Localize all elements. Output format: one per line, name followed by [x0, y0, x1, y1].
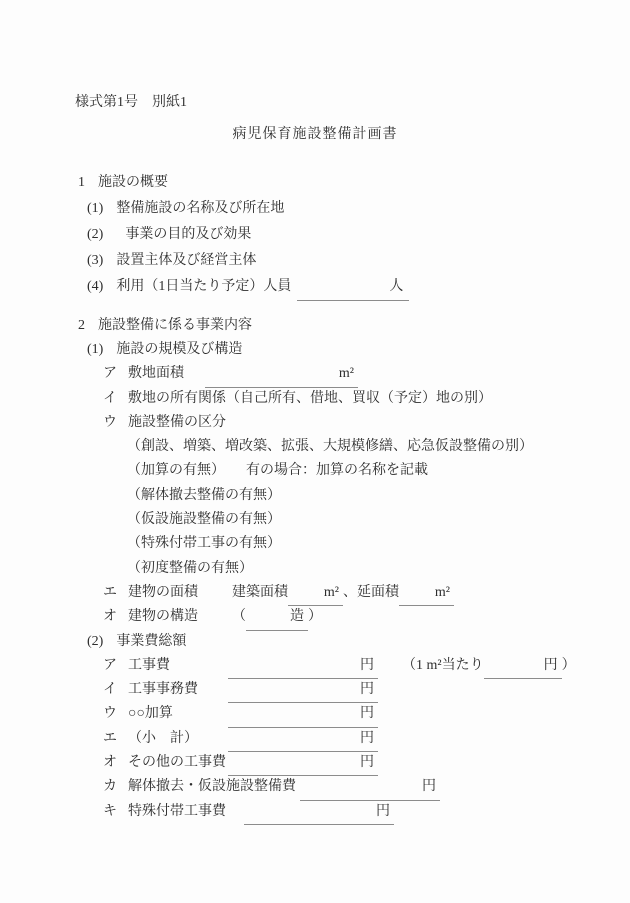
s2-sub1-text: 施設の規模及び構造: [116, 342, 243, 357]
cost-other-kana: オ: [103, 755, 117, 771]
category-note-6: （初度整備の有無）: [127, 560, 253, 576]
per-sqm-close: ）: [561, 657, 576, 673]
structure-paren-close: ）: [308, 609, 322, 625]
cost-row-demolition: [0, 775, 630, 799]
s2-sub2-number: (2): [87, 633, 104, 649]
cost-construction-label: 工事費: [128, 657, 170, 673]
s1-item-2-number: (2): [87, 227, 104, 242]
cost-subtotal-blank-field: [228, 727, 378, 752]
cost-construction-unit: 円: [360, 657, 374, 673]
cost-special-unit: 円: [376, 803, 390, 819]
cost-addition-unit: 円: [360, 706, 374, 722]
cost-special-label: 特殊付帯工事費: [128, 803, 226, 819]
building-area-kana: エ: [103, 584, 117, 600]
building-footprint-unit: m²: [323, 584, 339, 600]
section2-title: 施設整備に係る事業内容: [98, 318, 252, 333]
ownership-kana: イ: [103, 390, 117, 406]
cost-row-other: [0, 751, 630, 775]
floor-area-label: 延面積: [357, 584, 399, 600]
cost-special-kana: キ: [103, 803, 117, 819]
section1-title: 施設の概要: [98, 175, 168, 190]
building-footprint-blank-field: [288, 581, 343, 606]
s1-item-2: [0, 222, 630, 248]
category-note-2: （加算の有無） 有の場合：加算の名称を記載: [127, 463, 428, 479]
s1-item-3: [0, 248, 630, 274]
building-footprint-label: 建築面積: [232, 584, 288, 600]
structure-blank-field: [246, 605, 308, 630]
cost-subtotal-kana: エ: [103, 730, 117, 746]
structure-unit: 造: [290, 609, 304, 625]
cost-addition-kana: ウ: [103, 706, 117, 722]
cost-row-special: [0, 800, 630, 824]
section2-heading: [0, 313, 630, 338]
s2-sub2-text: 事業費総額: [116, 633, 187, 649]
s1-item-2-text: 事業の目的及び効果: [125, 227, 252, 242]
s1-item-3-text: 設置主体及び経営主体: [116, 253, 257, 268]
cost-row-office: [0, 678, 630, 702]
cost-demolition-unit: 円: [422, 779, 436, 795]
site-area-kana: ア: [103, 366, 117, 382]
category-note-3: （解体撤去整備の有無）: [127, 487, 281, 503]
structure-label: 建物の構造: [128, 609, 198, 625]
cost-row-construction: [0, 654, 630, 678]
category-label: 施設整備の区分: [128, 414, 226, 430]
site-area-unit: m²: [338, 366, 354, 382]
floor-area-blank-field: [399, 581, 454, 606]
s1-item-4-text: 利用（1日当たり予定）人員: [116, 279, 292, 294]
floor-area-unit: m²: [434, 584, 450, 600]
cost-row-subtotal: [0, 727, 630, 751]
cost-demolition-blank-field: [300, 775, 440, 800]
cost-office-blank-field: [228, 678, 378, 703]
s1-item-1: [0, 196, 630, 222]
s2-sub1-number: (1): [87, 342, 104, 357]
ownership-label: 敷地の所有関係（自己所有、借地、買収（予定）地の別）: [128, 390, 492, 406]
cost-office-label: 工事事務費: [128, 682, 198, 698]
s1-item-4: [0, 274, 630, 300]
category-note-4: （仮設施設整備の有無）: [127, 512, 281, 528]
cost-special-blank-field: [244, 800, 394, 825]
category-note-1: （創設、増築、増改築、拡張、大規模修繕、応急仮設整備の別）: [127, 439, 533, 455]
cost-addition-blank-field: [228, 702, 378, 727]
s1-item-1-number: (1): [87, 201, 104, 216]
ownership-row: [0, 387, 630, 411]
section2-number: 2: [78, 318, 85, 333]
site-area-label: 敷地面積: [128, 366, 184, 382]
cost-other-unit: 円: [360, 755, 374, 771]
per-sqm-blank-field: [484, 654, 562, 679]
cost-subtotal-unit: 円: [360, 730, 374, 746]
cost-row-addition: [0, 702, 630, 726]
cost-demolition-label: 解体撤去・仮設施設整備費: [128, 779, 296, 795]
site-area-row: [0, 362, 630, 386]
persons-blank-field: [297, 274, 409, 301]
cost-office-unit: 円: [360, 682, 374, 698]
s1-item-4-number: (4): [87, 279, 104, 294]
cost-construction-kana: ア: [103, 657, 117, 673]
cost-office-kana: イ: [103, 682, 117, 698]
cost-construction-blank-field: [228, 654, 378, 679]
building-area-row: [0, 581, 630, 605]
cost-subtotal-label: （小 計）: [128, 730, 198, 746]
structure-row: [0, 605, 630, 629]
cost-demolition-kana: カ: [103, 779, 117, 795]
s1-item-3-number: (3): [87, 253, 104, 268]
cost-other-label: その他の工事費: [128, 755, 226, 771]
s2-sub2-heading: [0, 630, 630, 654]
building-area-label: 建物の面積: [128, 584, 198, 600]
section1-number: 1: [78, 175, 85, 190]
document-title: 病児保育施設整備計画書: [232, 127, 398, 142]
persons-unit: 人: [389, 279, 404, 294]
category-row: [0, 411, 630, 435]
cost-addition-label: ○○加算: [128, 706, 173, 722]
structure-kana: オ: [103, 609, 117, 625]
category-kana: ウ: [103, 414, 117, 430]
building-area-separator: 、: [343, 584, 357, 600]
section1-heading: [0, 170, 630, 196]
site-area-blank-field: [205, 362, 358, 387]
s1-item-1-text: 整備施設の名称及び所在地: [116, 201, 285, 216]
cost-other-blank-field: [228, 751, 378, 776]
form-number-label: 様式第1号 別紙1: [75, 95, 187, 110]
per-sqm-open: （1 m²当たり: [402, 657, 484, 673]
per-sqm-unit: 円: [543, 657, 558, 673]
structure-paren-open: （: [232, 609, 246, 625]
category-note-5: （特殊付帯工事の有無）: [127, 536, 281, 552]
s2-sub1-heading: [0, 338, 630, 362]
